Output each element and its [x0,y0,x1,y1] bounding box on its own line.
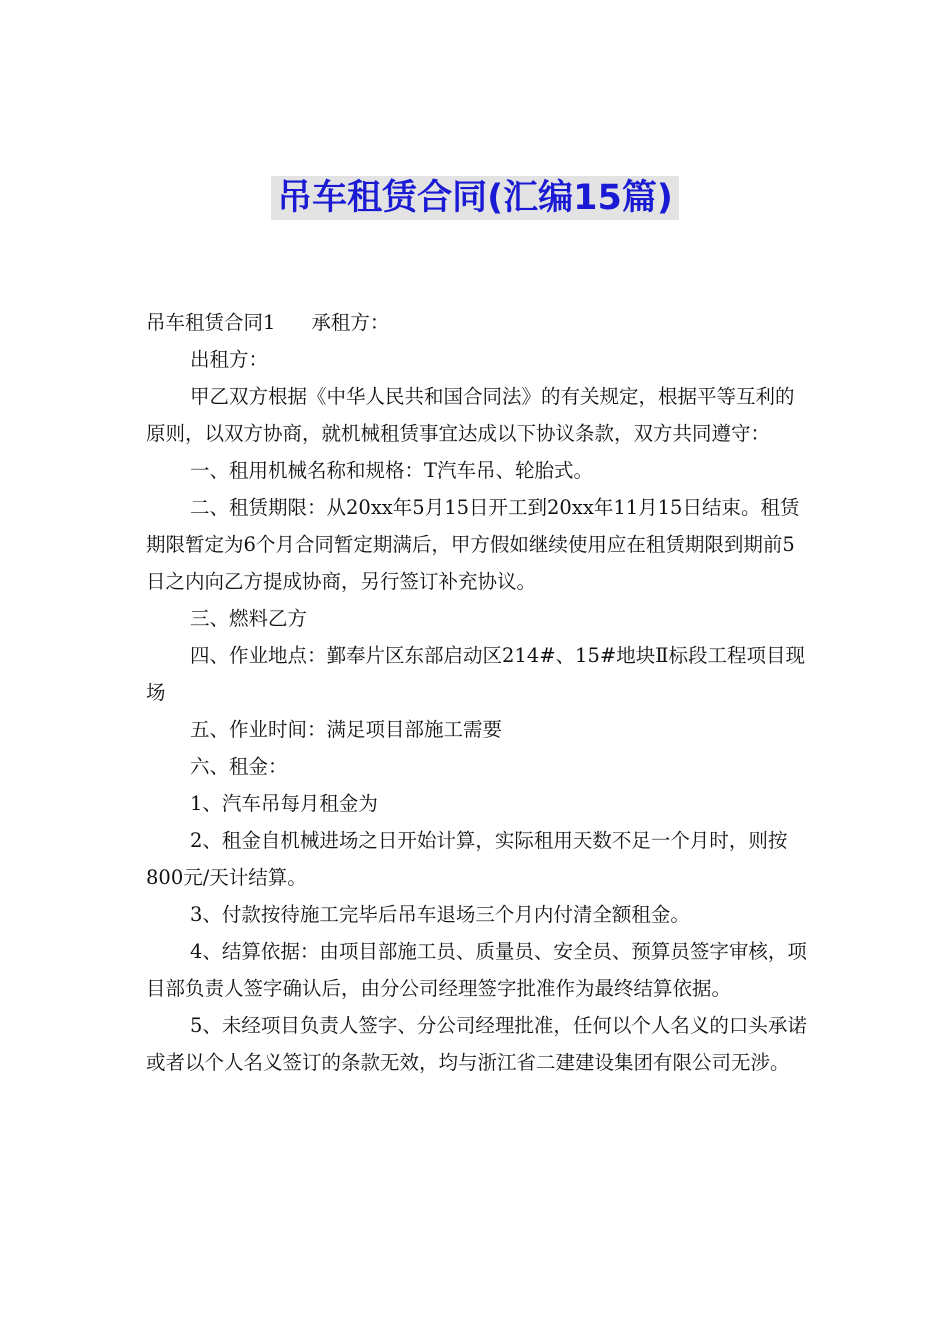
paragraph-rent-1: 1、汽车吊每月租金为 [190,792,378,815]
document-body [146,304,812,1081]
first-line [146,304,812,341]
lessee-label: 承租方： [311,311,390,334]
paragraph-lessor: 出租方： [190,348,269,371]
paragraph-clause-3: 三、燃料乙方 [190,607,308,630]
paragraph-clause-1: 一、租用机械名称和规格：T汽车吊、轮胎式。 [190,459,594,482]
title-container [0,176,950,220]
paragraph-rent-4: 4、结算依据：由项目部施工员、质量员、安全员、预算员签字审核，项目部负责人签字确认后，由分公司经理签字批准作为最终结算依据。 [146,940,807,1000]
paragraph-clause-5: 五、作业时间：满足项目部施工需要 [190,718,503,741]
document-title: 吊车租赁合同(汇编15篇) [271,176,679,220]
paragraph-rent-5: 5、未经项目负责人签字、分公司经理批准，任何以个人名义的口头承诺或者以个人名义签订的条款无效，均与浙江省二建建设集团有限公司无涉。 [146,1014,807,1074]
contract-heading: 吊车租赁合同1 [146,311,276,334]
paragraph-clause-6: 六、租金： [190,755,288,778]
paragraph-clause-4: 四、作业地点：鄞奉片区东部启动区214#、15#地块Ⅱ标段工程项目现场 [146,644,805,704]
paragraph-rent-2: 2、租金自机械进场之日开始计算，实际租用天数不足一个月时，则按800元/天计结算。 [146,829,788,889]
paragraph-preamble: 甲乙双方根据《中华人民共和国合同法》的有关规定，根据平等互利的原则，以双方协商，就机械租赁事宜达成以下协议条款，双方共同遵守： [146,385,795,445]
paragraph-rent-3: 3、付款按待施工完毕后吊车退场三个月内付清全额租金。 [190,903,690,926]
paragraph-clause-2: 二、租赁期限：从20xx年5月15日开工到20xx年11月15日结束。租赁期限暂定为6个月合同暂定期满后，甲方假如继续使用应在租赁期限到期前5日之内向乙方提成协商，另行签订补充协议。 [146,496,800,593]
